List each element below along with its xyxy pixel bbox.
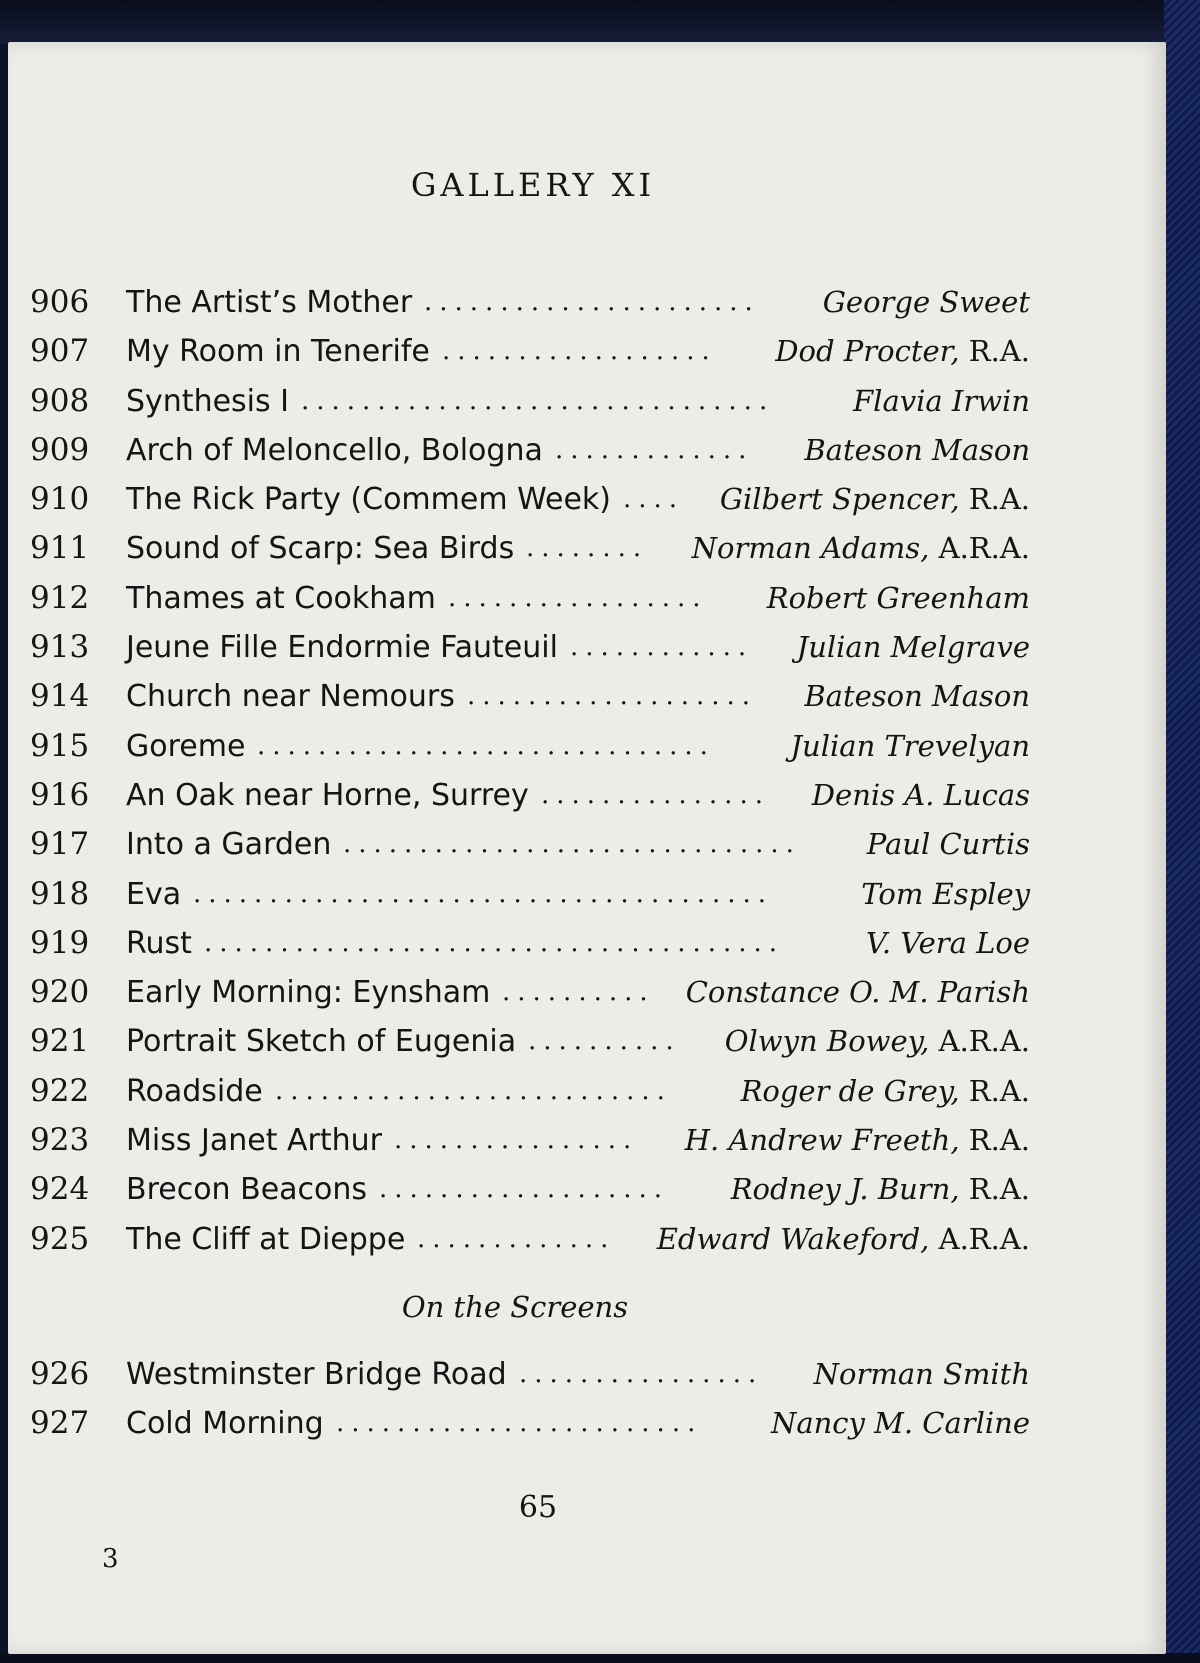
entry-artist xyxy=(775,327,1030,376)
entry-artist xyxy=(867,820,1030,869)
entry-artist xyxy=(741,1067,1030,1116)
entry-title: The Rick Party (Commem Week) xyxy=(126,482,611,518)
catalogue-entry xyxy=(30,574,1030,623)
entry-title: Brecon Beacons xyxy=(126,1172,368,1208)
catalogue-page xyxy=(8,42,1166,1654)
leader-dots: .............................. xyxy=(343,829,801,860)
entry-number: 910 xyxy=(30,481,90,518)
artist-rank: R.A. xyxy=(959,482,1030,517)
entry-artist xyxy=(804,426,1030,475)
entry-number: 911 xyxy=(30,530,90,567)
artist-name: Gilbert Spencer, xyxy=(719,482,960,517)
entry-number: 916 xyxy=(30,776,90,813)
artist-rank: R.A. xyxy=(959,1123,1030,1158)
artist-name: Bateson Mason xyxy=(804,679,1030,714)
artist-name: Dod Procter, xyxy=(775,334,960,369)
entry-number: 917 xyxy=(30,826,90,863)
artist-rank: R.A. xyxy=(959,1172,1030,1207)
entry-title: Arch of Meloncello, Bologna xyxy=(126,432,543,468)
catalogue-entry xyxy=(30,870,1030,919)
entry-artist xyxy=(823,278,1030,327)
artist-rank: R.A. xyxy=(959,334,1030,369)
artist-rank: A.R.A. xyxy=(929,1024,1030,1059)
leader-dots: .... xyxy=(623,484,685,515)
catalogue-entry xyxy=(30,672,1030,721)
entry-artist xyxy=(731,1165,1030,1214)
entry-number: 920 xyxy=(30,974,90,1011)
entry-number: 924 xyxy=(30,1171,90,1208)
leader-dots: ............. xyxy=(417,1223,616,1254)
entry-number: 918 xyxy=(30,875,90,912)
leader-dots: ........ xyxy=(526,533,649,564)
catalogue-list xyxy=(30,278,1030,1449)
entry-number: 907 xyxy=(30,333,90,370)
entry-number: 922 xyxy=(30,1072,90,1109)
entry-artist xyxy=(692,524,1030,573)
entry-number: 914 xyxy=(30,678,90,715)
catalogue-entry xyxy=(30,820,1030,869)
artist-name: V. Vera Loe xyxy=(865,925,1030,960)
catalogue-entry xyxy=(30,327,1030,376)
entry-number: 906 xyxy=(30,284,90,320)
artist-name: George Sweet xyxy=(822,285,1030,319)
leader-dots: .................. xyxy=(442,336,717,367)
entry-title: The Artist’s Mother xyxy=(126,285,413,320)
catalogue-entry xyxy=(30,1116,1030,1165)
artist-name: Julian Melgrave xyxy=(796,630,1030,665)
artist-rank: A.R.A. xyxy=(929,1221,1030,1256)
entry-title: Miss Janet Arthur xyxy=(126,1123,382,1159)
entry-number: 908 xyxy=(30,382,90,419)
entry-title: Church near Nemours xyxy=(126,679,455,715)
artist-name: H. Andrew Freeth, xyxy=(684,1123,960,1158)
leader-dots: .............................. xyxy=(257,730,715,761)
entry-number: 913 xyxy=(30,629,90,666)
entry-artist xyxy=(725,1017,1030,1066)
artist-rank: R.A. xyxy=(959,1073,1030,1108)
gallery-entries xyxy=(30,278,1030,1264)
entry-artist xyxy=(804,672,1030,721)
entry-title: Goreme xyxy=(126,728,246,764)
entry-artist xyxy=(685,1116,1030,1165)
screens-heading: On the Screens xyxy=(401,1289,629,1324)
entry-title: My Room in Tenerife xyxy=(126,334,430,370)
artist-name: Robert Greenham xyxy=(766,580,1030,615)
entry-number: 925 xyxy=(30,1220,90,1257)
screens-entries xyxy=(30,1350,1030,1449)
catalogue-entry xyxy=(30,1399,1030,1448)
book-cover-bottom xyxy=(0,1653,1200,1663)
entry-number: 927 xyxy=(30,1405,90,1442)
leader-dots: ...................................... xyxy=(204,927,785,958)
entry-title: Early Morning: Eynsham xyxy=(126,975,491,1011)
artist-name: Tom Espley xyxy=(861,876,1030,911)
entry-artist xyxy=(686,968,1030,1017)
artist-name: Olwyn Bowey, xyxy=(724,1024,930,1059)
artist-name: Nancy M. Carline xyxy=(770,1406,1030,1441)
leader-dots: .......... xyxy=(528,1026,681,1057)
leader-dots: .......................... xyxy=(275,1075,672,1106)
leader-dots: ................... xyxy=(379,1174,670,1205)
catalogue-entry xyxy=(30,1067,1030,1116)
artist-rank: A.R.A. xyxy=(929,531,1030,566)
artist-name: Edward Wakeford, xyxy=(656,1221,930,1256)
artist-name: Bateson Mason xyxy=(804,432,1030,467)
leader-dots: .......... xyxy=(502,977,655,1008)
entry-artist xyxy=(797,623,1030,672)
signature-mark: 3 xyxy=(102,1544,119,1574)
entry-number: 909 xyxy=(30,431,90,468)
gallery-heading: GALLERY XI xyxy=(410,166,656,204)
leader-dots: ........................ xyxy=(336,1408,703,1439)
entry-artist xyxy=(812,771,1030,820)
artist-name: Flavia Irwin xyxy=(853,383,1030,418)
leader-dots: ...................... xyxy=(424,287,760,317)
entry-title: Portrait Sketch of Eugenia xyxy=(126,1024,517,1060)
entry-title: Eva xyxy=(126,876,182,912)
entry-title: Westminster Bridge Road xyxy=(126,1356,507,1392)
entry-artist xyxy=(861,870,1030,919)
catalogue-entry xyxy=(30,1165,1030,1214)
catalogue-entry xyxy=(30,771,1030,820)
entry-number: 912 xyxy=(30,579,90,616)
leader-dots: ............. xyxy=(555,434,754,465)
artist-name: Roger de Grey, xyxy=(740,1073,960,1108)
leader-dots: ...................................... xyxy=(193,878,774,909)
entry-title: Sound of Scarp: Sea Birds xyxy=(126,531,515,567)
artist-name: Norman Adams, xyxy=(691,531,930,566)
entry-title: Thames at Cookham xyxy=(126,580,436,616)
catalogue-entry xyxy=(30,919,1030,968)
entry-title: Jeune Fille Endormie Fauteuil xyxy=(126,630,558,666)
entry-artist xyxy=(853,377,1030,426)
artist-name: Norman Smith xyxy=(813,1356,1030,1391)
entry-title: Synthesis I xyxy=(126,383,290,419)
entry-title: Roadside xyxy=(126,1073,263,1109)
catalogue-entry xyxy=(30,623,1030,672)
entry-title: Rust xyxy=(126,925,192,961)
catalogue-entry xyxy=(30,278,1030,327)
entry-artist xyxy=(814,1350,1030,1399)
artist-name: Constance O. M. Parish xyxy=(685,975,1030,1010)
artist-name: Rodney J. Burn, xyxy=(730,1172,960,1207)
leader-dots: ................. xyxy=(448,582,708,613)
entry-title: Into a Garden xyxy=(126,827,332,863)
entry-title: The Cliff at Dieppe xyxy=(126,1221,406,1257)
book-cover-top xyxy=(0,0,1200,44)
entry-title: Cold Morning xyxy=(126,1406,324,1442)
entry-artist xyxy=(657,1215,1030,1264)
leader-dots: ............... xyxy=(541,779,770,810)
catalogue-entry xyxy=(30,722,1030,771)
entry-number: 915 xyxy=(30,727,90,764)
entry-number: 923 xyxy=(30,1122,90,1159)
leader-dots: ................... xyxy=(467,681,758,712)
entry-artist xyxy=(771,1399,1030,1448)
artist-name: Denis A. Lucas xyxy=(811,777,1030,812)
entry-title: An Oak near Horne, Surrey xyxy=(126,777,529,813)
page-number: 65 xyxy=(518,1490,558,1525)
leader-dots: ................ xyxy=(394,1125,639,1156)
entry-number: 921 xyxy=(30,1023,90,1060)
entry-artist xyxy=(790,722,1030,771)
leader-dots: ............ xyxy=(570,632,754,663)
entry-number: 926 xyxy=(30,1355,90,1392)
entry-number: 919 xyxy=(30,924,90,961)
entry-artist xyxy=(720,475,1030,524)
catalogue-entry xyxy=(30,524,1030,573)
artist-name: Julian Trevelyan xyxy=(790,728,1030,763)
entry-artist xyxy=(866,919,1030,968)
catalogue-entry xyxy=(30,1215,1030,1264)
catalogue-entry xyxy=(30,377,1030,426)
catalogue-entry xyxy=(30,1350,1030,1399)
catalogue-entry xyxy=(30,968,1030,1017)
leader-dots: ............................... xyxy=(301,385,775,416)
catalogue-entry xyxy=(30,426,1030,475)
leader-dots: ................ xyxy=(519,1358,764,1389)
entry-artist xyxy=(767,574,1030,623)
book-cover-spine xyxy=(1164,0,1200,1663)
artist-name: Paul Curtis xyxy=(866,827,1030,862)
catalogue-entry xyxy=(30,475,1030,524)
catalogue-entry xyxy=(30,1017,1030,1066)
